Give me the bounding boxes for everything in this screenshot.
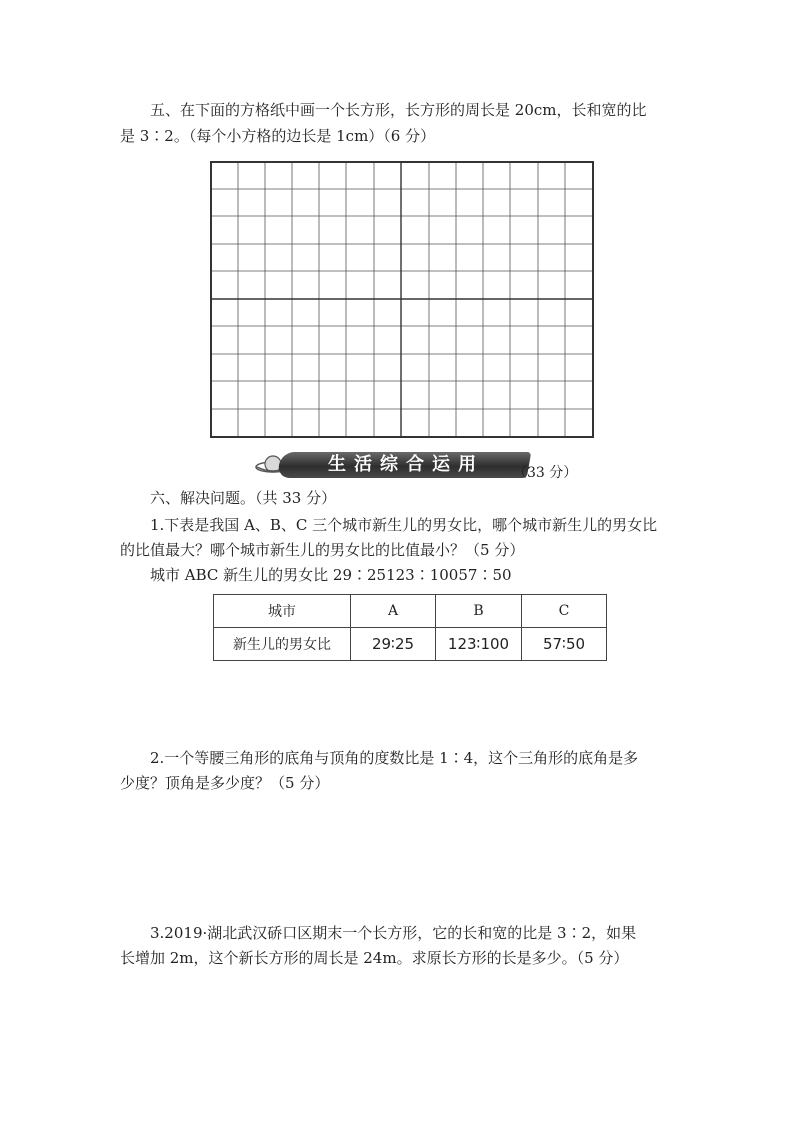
q3-line2: 长增加 2m，这个新长方形的周长是 24m。求原长方形的长是多少。（5 分） [120, 949, 629, 967]
q1-line3: 城市 ABC 新生儿的男女比 29∶25123∶10057∶50 [150, 566, 512, 584]
table-cell: 123∶100 [436, 628, 522, 661]
ratio-table [213, 594, 607, 661]
section-banner [255, 450, 585, 482]
table-cell: 57∶50 [522, 628, 607, 661]
table-cell: 29∶25 [351, 628, 436, 661]
q2-line1: 2.一个等腰三角形的底角与顶角的度数比是 1∶4，这个三角形的底角是多 [150, 749, 639, 767]
section6-heading: 六、解决问题。（共 33 分） [150, 489, 337, 507]
grid-center-lines [211, 162, 593, 437]
q1-line1: 1.下表是我国 A、B、C 三个城市新生儿的男女比，哪个城市新生儿的男女比 [150, 516, 658, 534]
q2-line2: 少度？顶角是多少度？（5 分） [120, 774, 330, 792]
banner-title: 生活综合运用 [328, 454, 484, 475]
grid-paper[interactable] [210, 161, 594, 438]
table-header-cell: B [436, 595, 522, 628]
q3-line1: 3.2019·湖北武汉硚口区期末一个长方形，它的长和宽的比是 3∶2，如果 [150, 924, 637, 942]
table-header-row [214, 595, 607, 628]
section5-line1: 五、在下面的方格纸中画一个长方形，长方形的周长是 20cm，长和宽的比 [150, 101, 647, 119]
table-header-cell: C [522, 595, 607, 628]
table-row-label: 新生儿的男女比 [214, 628, 351, 661]
q1-line2: 的比值最大？哪个城市新生儿的男女比的比值最小？（5 分） [120, 541, 525, 559]
table-header-cell: A [351, 595, 436, 628]
section5-line2: 是 3∶2。（每个小方格的边长是 1cm）（6 分） [120, 127, 436, 145]
table-row [214, 628, 607, 661]
banner-score: （33 分） [513, 465, 578, 481]
table-header-cell: 城市 [214, 595, 351, 628]
